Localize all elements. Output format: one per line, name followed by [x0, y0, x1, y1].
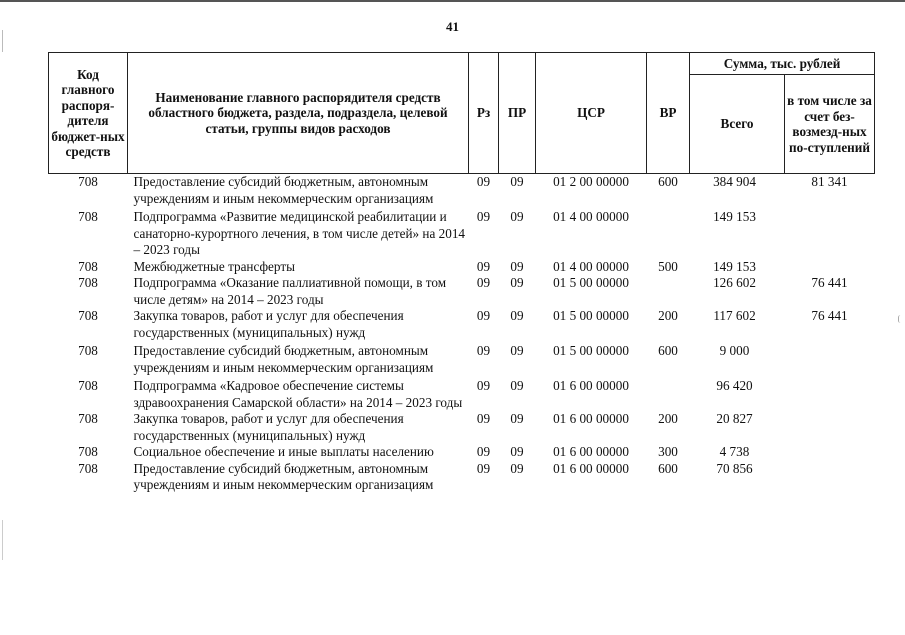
- budget-table: [48, 52, 875, 494]
- row-csr: 01 5 00 00000: [553, 308, 629, 323]
- row-total: 4 738: [719, 444, 750, 459]
- row-name: Предоставление субсидий бюджетным, автономным учреждениям и иным некоммерческим организациям: [133, 343, 434, 375]
- row-pr: 09: [510, 460, 524, 476]
- row-free: 76 441: [811, 308, 848, 323]
- header-rz: Рз: [469, 53, 499, 174]
- row-rz: 09: [476, 378, 491, 393]
- scan-artifact: [898, 315, 903, 323]
- row-name: Закупка товаров, работ и услуг для обеспечения государственных (муниципальных) нужд: [133, 308, 404, 340]
- row-free: [785, 444, 875, 461]
- row-csr: 01 6 00 00000: [553, 460, 629, 476]
- row-pr: 09: [510, 174, 524, 189]
- header-total: Всего: [690, 75, 785, 174]
- row-total: 149 153: [713, 209, 756, 224]
- row-name: Межбюджетные трансферты: [133, 258, 295, 274]
- header-code: Код главного распоря-дителя бюджет-ных средств: [49, 53, 128, 174]
- row-name: Предоставление субсидий бюджетным, автономным учреждениям и иным некоммерческим организациям: [133, 460, 434, 492]
- row-code: 708: [78, 411, 98, 426]
- header-sum-group: Сумма, тыс. рублей: [690, 53, 875, 75]
- row-rz: 09: [476, 444, 491, 459]
- row-vr: 500: [658, 258, 678, 274]
- row-free: [785, 461, 875, 494]
- row-rz: 09: [476, 258, 491, 274]
- row-free: 76 441: [811, 275, 848, 290]
- row-name: Социальное обеспечение и иные выплаты населению: [133, 444, 434, 459]
- row-code: 708: [78, 275, 98, 290]
- row-total: 96 420: [716, 378, 753, 393]
- row-total: 9 000: [719, 343, 750, 358]
- row-csr: 01 6 00 00000: [553, 444, 629, 459]
- row-code: 708: [78, 174, 98, 189]
- table-body: [49, 174, 875, 494]
- table-row: [49, 174, 875, 208]
- row-rz: 09: [476, 308, 491, 323]
- table-row: [49, 207, 875, 259]
- row-code: 708: [78, 209, 98, 224]
- row-csr: 01 4 00 00000: [553, 209, 629, 224]
- row-name: Закупка товаров, работ и услуг для обеспечения государственных (муниципальных) нужд: [133, 411, 404, 443]
- row-code: 708: [78, 343, 98, 358]
- row-pr: 09: [510, 411, 524, 426]
- row-csr: 01 6 00 00000: [553, 378, 629, 393]
- row-code: 708: [78, 460, 98, 476]
- row-free: [785, 207, 875, 259]
- row-pr: 09: [510, 444, 524, 459]
- row-pr: 09: [510, 308, 524, 323]
- row-code: 708: [78, 444, 98, 459]
- header-pr: ПР: [499, 53, 536, 174]
- row-total: 149 153: [713, 258, 756, 274]
- row-code: 708: [78, 258, 98, 274]
- row-vr: 200: [658, 411, 678, 426]
- row-pr: 09: [510, 209, 524, 224]
- row-csr: 01 6 00 00000: [553, 411, 629, 426]
- row-vr: 200: [658, 308, 678, 323]
- row-vr: [647, 376, 690, 411]
- row-rz: 09: [476, 209, 491, 224]
- row-vr: [647, 207, 690, 259]
- table-row: [49, 461, 875, 494]
- row-vr: 600: [658, 174, 678, 189]
- row-pr: 09: [510, 258, 524, 274]
- row-pr: 09: [510, 378, 524, 393]
- header-vr: ВР: [647, 53, 690, 174]
- row-name: Подпрограмма «Развитие медицинской реабилитации и санаторно-курортного лечения, в том числе детей» на 2014 – 2023 годы: [133, 209, 466, 257]
- table-row: [49, 376, 875, 411]
- row-pr: 09: [510, 343, 524, 358]
- table-header: [49, 53, 875, 174]
- table-row: [49, 308, 875, 341]
- row-total: 70 856: [716, 460, 753, 476]
- row-vr: [647, 275, 690, 308]
- row-rz: 09: [476, 174, 491, 189]
- table-row: [49, 275, 875, 308]
- row-code: 708: [78, 378, 98, 393]
- row-total: 20 827: [716, 411, 753, 426]
- table-row: [49, 444, 875, 461]
- row-free: [785, 376, 875, 411]
- header-csr: ЦСР: [536, 53, 647, 174]
- scan-artifact: [2, 520, 3, 560]
- row-total: 126 602: [713, 275, 756, 290]
- row-csr: 01 2 00 00000: [553, 174, 629, 189]
- row-vr: 600: [658, 460, 678, 476]
- header-incl-free: в том числе за счет без-возмезд-ных по-ступлений: [785, 75, 875, 174]
- row-rz: 09: [476, 411, 491, 426]
- row-vr: 600: [658, 343, 678, 358]
- row-name: Подпрограмма «Кадровое обеспечение системы здравоохранения Самарской области» на 2014 – 2023 годы: [133, 378, 463, 410]
- row-pr: 09: [510, 275, 524, 290]
- row-rz: 09: [476, 343, 491, 358]
- row-free: [785, 411, 875, 444]
- row-csr: 01 5 00 00000: [553, 275, 629, 290]
- row-name: Подпрограмма «Оказание паллиативной помощи, в том числе детям» на 2014 – 2023 годы: [133, 275, 447, 307]
- page-number: 41: [446, 19, 459, 34]
- row-rz: 09: [476, 460, 491, 476]
- row-vr: 300: [658, 444, 678, 459]
- top-border-line: [0, 0, 905, 2]
- row-rz: 09: [476, 275, 491, 290]
- table-row: [49, 259, 875, 276]
- header-name: Наименование главного распорядителя средств областного бюджета, раздела, подраздела, целевой статьи, группы видов расходов: [128, 53, 469, 174]
- row-free: [785, 341, 875, 376]
- table-row: [49, 341, 875, 376]
- row-free: 81 341: [811, 174, 848, 189]
- row-code: 708: [78, 308, 98, 323]
- row-name: Предоставление субсидий бюджетным, автономным учреждениям и иным некоммерческим организациям: [133, 174, 434, 206]
- row-total: 117 602: [713, 308, 756, 323]
- row-total: 384 904: [713, 174, 756, 189]
- row-csr: 01 4 00 00000: [553, 258, 629, 274]
- row-free: [785, 259, 875, 276]
- table-row: [49, 411, 875, 444]
- row-csr: 01 5 00 00000: [553, 343, 629, 358]
